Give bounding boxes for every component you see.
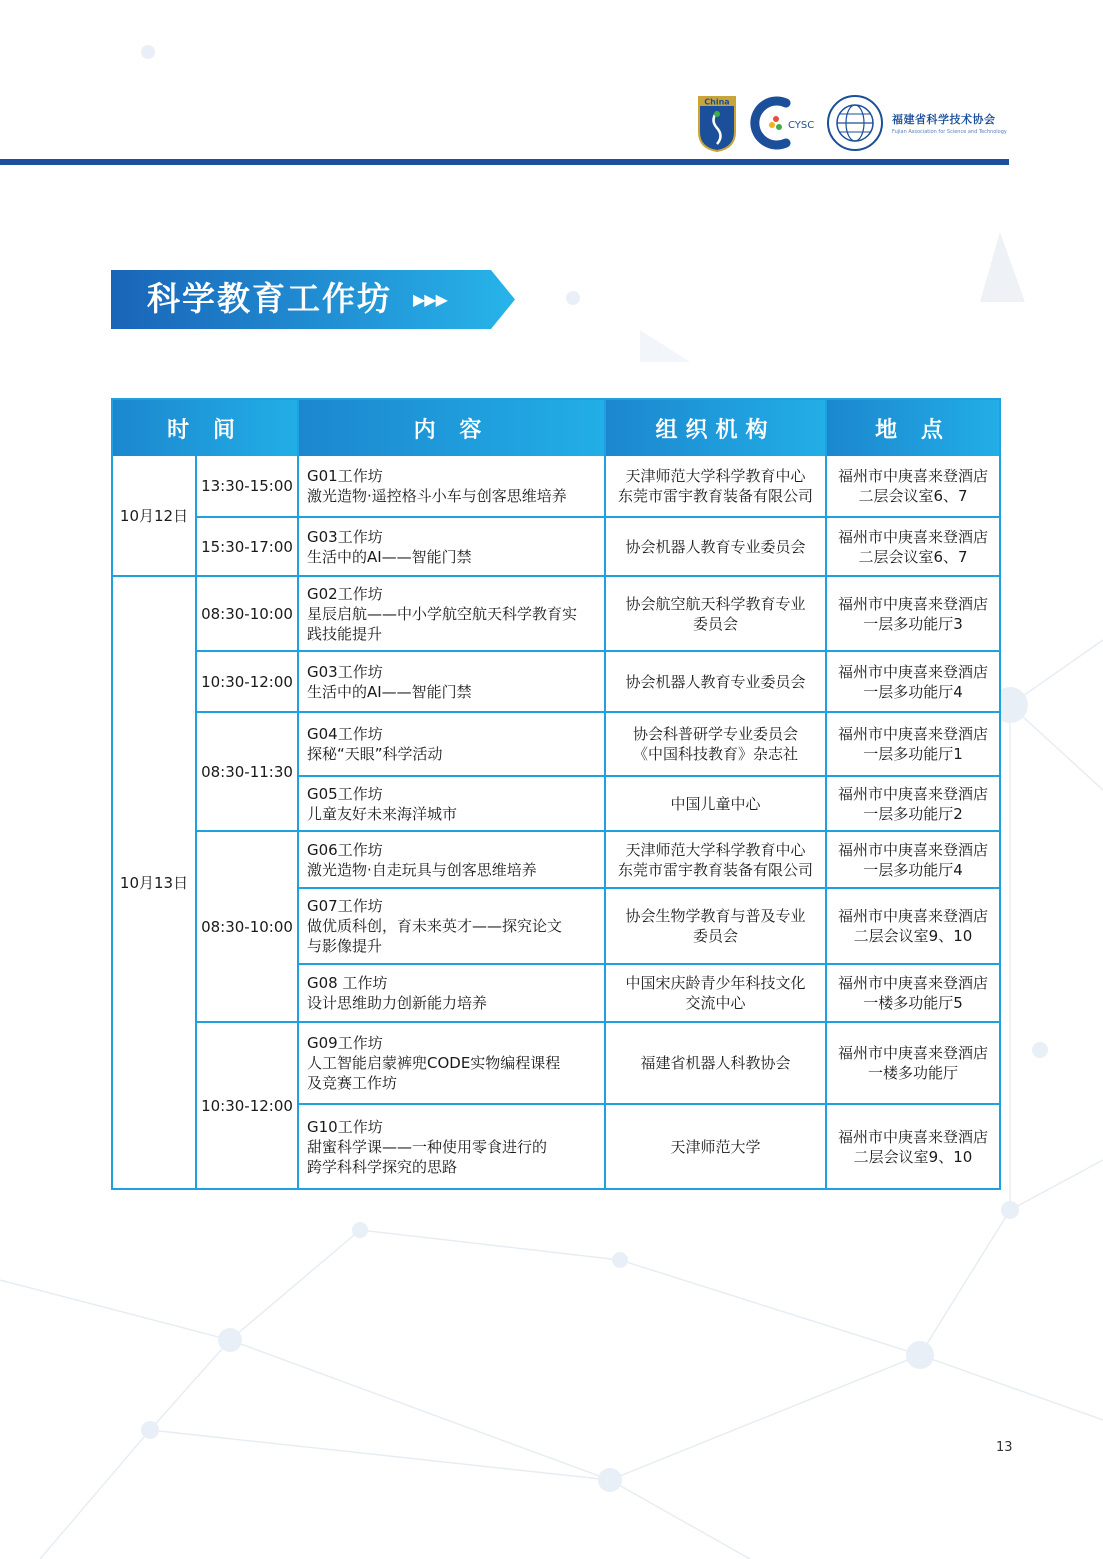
section-arrows: ▶▶▶ <box>413 290 447 309</box>
content-cell <box>299 1023 604 1103</box>
page-number: 13 <box>996 1440 1013 1455</box>
place-line: 福州市中庚喜来登酒店 <box>837 1127 988 1146</box>
workshop-title: 人工智能启蒙裤兜CODE实物编程课程 <box>307 1054 561 1072</box>
workshop-code: G01工作坊 <box>307 467 383 485</box>
content-cell <box>299 889 604 963</box>
org-name-en: Fujian Association for Science and Technology <box>892 129 1007 135</box>
place-line: 福州市中庚喜来登酒店 <box>837 974 988 992</box>
place-line: 福州市中庚喜来登酒店 <box>837 840 988 859</box>
content-cell <box>299 777 604 830</box>
org-cell <box>606 518 825 575</box>
org-cell <box>606 456 825 516</box>
workshop-code: G09工作坊 <box>307 1034 383 1052</box>
org-line: 协会生物学教育与普及专业 <box>625 907 806 925</box>
workshop-title: 激光造物·遥控格斗小车与创客思维培养 <box>307 487 567 505</box>
place-line: 福州市中庚喜来登酒店 <box>837 467 988 485</box>
content-cell <box>299 652 604 711</box>
time-cell: 15:30-17:00 <box>201 537 293 556</box>
fast-name-block <box>892 111 1007 135</box>
place-cell <box>827 713 999 775</box>
org-cell <box>606 577 825 650</box>
place-line: 一层多功能厅3 <box>863 614 963 633</box>
place-line: 一层多功能厅4 <box>863 682 963 701</box>
org-line: 天津师范大学科学教育中心 <box>625 467 806 485</box>
workshop-title: 激光造物·自走玩具与创客思维培养 <box>307 860 537 879</box>
org-cell <box>606 713 825 775</box>
org-line: 协会航空航天科学教育专业 <box>625 594 806 613</box>
content-cell <box>299 965 604 1021</box>
org-line: 交流中心 <box>685 994 746 1012</box>
org-name-cn: 福建省科学技术协会 <box>892 113 996 126</box>
org-cell <box>606 889 825 963</box>
section-title: 科学教育工作坊 <box>147 279 392 318</box>
org-line: 福建省机器人科教协会 <box>640 1054 791 1072</box>
org-line: 天津师范大学 <box>670 1137 761 1156</box>
org-line: 协会科普研学专业委员会 <box>632 725 798 743</box>
time-cell: 10:30-12:00 <box>201 1096 293 1115</box>
workshop-title: 与影像提升 <box>307 937 383 955</box>
place-line: 一楼多功能厅 <box>867 1064 958 1082</box>
place-cell <box>827 832 999 887</box>
org-cell <box>606 1023 825 1103</box>
place-cell <box>827 456 999 516</box>
workshop-code: G08 工作坊 <box>307 974 388 992</box>
org-line: 委员会 <box>692 927 738 945</box>
content-cell <box>299 456 604 516</box>
content-cell <box>299 713 604 775</box>
org-cell <box>606 777 825 830</box>
org-cell <box>606 965 825 1021</box>
workshop-code: G05工作坊 <box>307 784 383 803</box>
org-line: 协会机器人教育专业委员会 <box>625 672 806 691</box>
fast-globe-logo <box>826 94 884 152</box>
workshop-title: 生活中的AI——智能门禁 <box>307 682 472 701</box>
workshop-code: G06工作坊 <box>307 840 383 859</box>
org-line: 协会机器人教育专业委员会 <box>625 537 806 556</box>
china-association-shield-logo <box>698 94 736 152</box>
workshop-code: G03工作坊 <box>307 527 383 546</box>
header-content: 内 容 <box>299 400 604 456</box>
place-cell <box>827 965 999 1021</box>
place-line: 二层会议室9、10 <box>853 1147 973 1166</box>
time-cell: 08:30-11:30 <box>201 762 293 781</box>
place-line: 二层会议室9、10 <box>853 927 973 945</box>
place-line: 福州市中庚喜来登酒店 <box>837 1044 988 1062</box>
place-line: 福州市中庚喜来登酒店 <box>837 662 988 681</box>
time-cell: 13:30-15:00 <box>201 477 293 495</box>
workshop-title: 甜蜜科学课——一种使用零食进行的 <box>307 1137 548 1156</box>
place-line: 福州市中庚喜来登酒店 <box>837 784 988 803</box>
place-line: 一楼多功能厅5 <box>863 994 963 1012</box>
workshop-title: 跨学科科学探究的思路 <box>307 1157 458 1176</box>
header-time: 时 间 <box>113 400 297 456</box>
schedule-table <box>111 398 1001 1190</box>
place-line: 福州市中庚喜来登酒店 <box>837 527 988 546</box>
workshop-code: G02工作坊 <box>307 584 383 603</box>
place-line: 一层多功能厅4 <box>863 860 963 879</box>
workshop-title: 及竞赛工作坊 <box>307 1074 398 1092</box>
place-cell <box>827 577 999 650</box>
header-logos <box>698 92 1007 154</box>
place-line: 福州市中庚喜来登酒店 <box>837 594 988 613</box>
content-cell <box>299 577 604 650</box>
place-cell <box>827 652 999 711</box>
place-line: 二层会议室6、7 <box>858 547 968 566</box>
org-line: 中国儿童中心 <box>670 794 761 813</box>
org-cell <box>606 652 825 711</box>
workshop-title: 星辰启航——中小学航空航天科学教育实 <box>307 604 578 623</box>
place-cell <box>827 1105 999 1188</box>
workshop-code: G07工作坊 <box>307 897 383 915</box>
org-cell <box>606 1105 825 1188</box>
workshop-title: 践技能提升 <box>307 624 383 643</box>
header-place: 地 点 <box>827 400 999 456</box>
section-title-banner <box>111 270 515 329</box>
place-cell <box>827 1023 999 1103</box>
workshop-title: 儿童友好未来海洋城市 <box>307 804 458 823</box>
date-cell: 10月13日 <box>119 873 189 892</box>
workshop-title: 设计思维助力创新能力培养 <box>307 994 488 1012</box>
org-line: 委员会 <box>692 614 738 633</box>
header-org: 组织机构 <box>606 400 825 456</box>
content-cell <box>299 518 604 575</box>
place-line: 一层多功能厅2 <box>863 804 963 823</box>
workshop-title: 探秘“天眼”科学活动 <box>307 745 443 763</box>
place-line: 福州市中庚喜来登酒店 <box>837 907 988 925</box>
workshop-code: G03工作坊 <box>307 662 383 681</box>
place-line: 二层会议室6、7 <box>858 487 968 505</box>
workshop-title: 做优质科创，育未来英才——探究论文 <box>307 917 563 935</box>
content-cell <box>299 832 604 887</box>
cysc-logo <box>748 95 818 151</box>
workshop-title: 生活中的AI——智能门禁 <box>307 547 472 566</box>
header-rule <box>0 159 1009 165</box>
place-cell <box>827 889 999 963</box>
place-line: 一层多功能厅1 <box>863 745 963 763</box>
date-cell: 10月12日 <box>119 506 189 525</box>
org-line: 东莞市雷宇教育装备有限公司 <box>617 487 813 505</box>
time-cell: 08:30-10:00 <box>201 917 293 936</box>
shield-logo-word: China <box>704 97 730 107</box>
place-cell <box>827 518 999 575</box>
place-line: 福州市中庚喜来登酒店 <box>837 725 988 743</box>
place-cell <box>827 777 999 830</box>
org-line: 天津师范大学科学教育中心 <box>625 840 806 859</box>
workshop-code: G10工作坊 <box>307 1117 383 1136</box>
workshop-code: G04工作坊 <box>307 725 383 743</box>
org-line: 《中国科技教育》杂志社 <box>632 745 798 763</box>
content-cell <box>299 1105 604 1188</box>
cysc-logo-word: CYSC <box>788 120 815 131</box>
org-cell <box>606 832 825 887</box>
time-cell: 10:30-12:00 <box>201 672 293 691</box>
time-cell: 08:30-10:00 <box>201 604 293 623</box>
org-line: 东莞市雷宇教育装备有限公司 <box>617 860 813 879</box>
org-line: 中国宋庆龄青少年科技文化 <box>625 974 806 992</box>
